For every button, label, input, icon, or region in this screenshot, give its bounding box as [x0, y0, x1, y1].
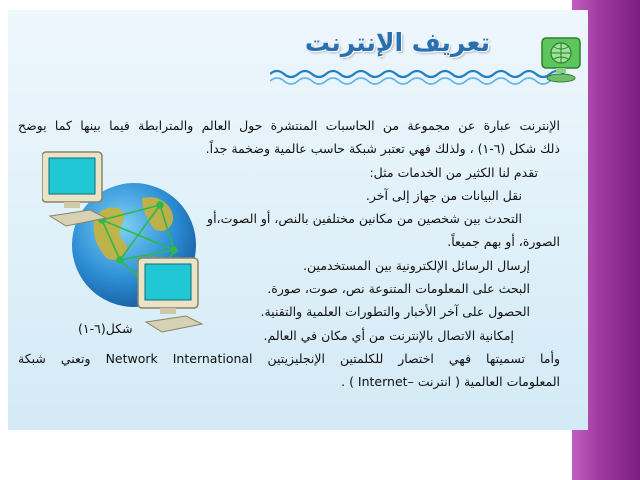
title-box: [304, 26, 490, 70]
list-item-continuation: الصورة، أو بهم جميعاً.: [447, 234, 560, 250]
figure-caption: شكل(٦-١): [78, 321, 133, 336]
paragraph-line: الإنترنت عبارة عن مجموعة من الحاسبات المنتشرة حول العالم والمترابطة فيما بينها كما يوضح: [18, 118, 560, 133]
computer-icon: [138, 258, 202, 332]
list-item: الحصول على آخر الأخبار والتطورات العلمية والتقنية.: [260, 304, 530, 320]
computer-icon: [42, 152, 106, 226]
paragraph-line: ذلك شكل (٦-١) ، ولذلك فهي تعتبر شبكة حاسب عالمية وضخمة جداً.: [205, 141, 560, 157]
page-title: تعريف الإنترنت: [304, 28, 490, 57]
internet-network-figure: [42, 150, 212, 345]
list-item: البحث على المعلومات المتنوعة نص، صوت، صورة.: [267, 281, 530, 297]
list-item: إرسال الرسائل الإلكترونية بين المستخدمين.: [303, 257, 530, 273]
slide-header: [8, 10, 588, 110]
list-item: نقل البيانات من جهاز إلى آخر.: [365, 187, 522, 203]
list-item: إمكانية الاتصال بالإنترنت من أي مكان في العالم.: [263, 327, 514, 343]
paragraph-line: تقدم لنا الكثير من الخدمات مثل:: [369, 164, 538, 180]
globe-monitor-icon: [538, 34, 584, 84]
paragraph-line: وأما تسميتها فهي اختصار للكلمتين الإنجليزيتين Network International وتعني شبكة: [18, 350, 560, 366]
paragraph-line: المعلومات العالمية ( انترنت –Internet ) .: [341, 374, 560, 390]
list-item: التحدث بين شخصين من مكانين مختلفين بالنص، أو الصوت،أو: [207, 211, 522, 227]
